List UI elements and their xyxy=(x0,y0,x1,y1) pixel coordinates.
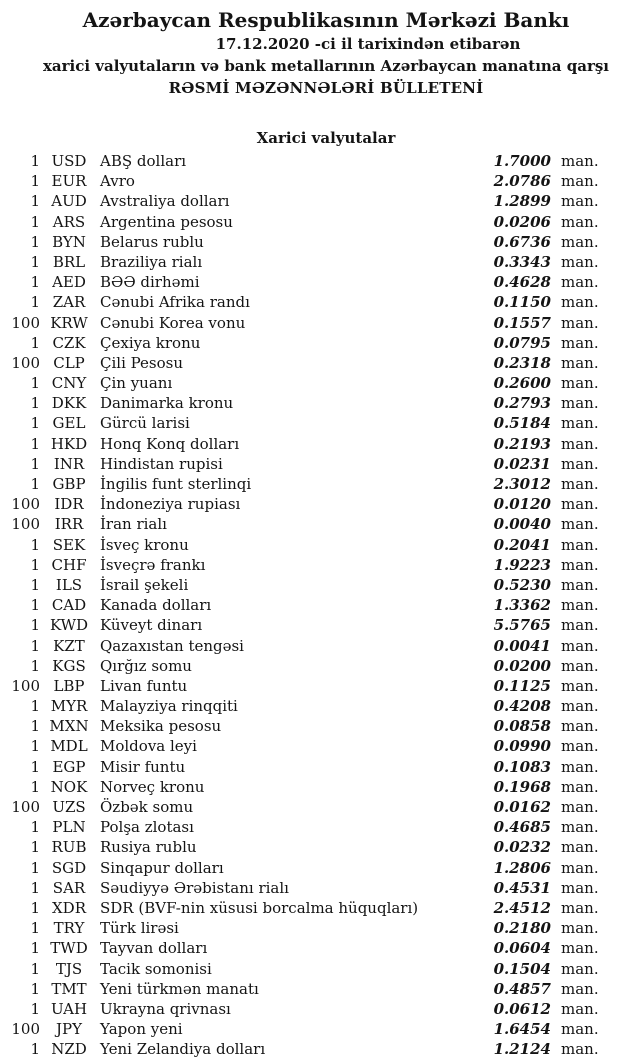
currency-name-cell: Küveyt dinarı xyxy=(100,616,203,635)
currency-name-cell: Avstraliya dolları xyxy=(100,192,230,211)
currency-rate-row xyxy=(0,656,620,676)
currency-name-cell: Polşa zlotası xyxy=(100,818,194,837)
rate-value-cell: 0.5230 xyxy=(493,575,551,594)
quantity-cell: 1 xyxy=(30,575,40,594)
currency-rate-row xyxy=(0,636,620,656)
currency-rate-row xyxy=(0,898,620,918)
currency-name-cell: Çexiya kronu xyxy=(100,333,201,352)
unit-label-cell: man. xyxy=(561,394,599,413)
currency-code-cell: PLN xyxy=(52,818,86,837)
currency-code-cell: MXN xyxy=(49,717,89,736)
currency-code-cell: GEL xyxy=(52,414,86,433)
unit-label-cell: man. xyxy=(561,555,599,574)
currency-code-cell: XDR xyxy=(52,898,86,917)
rate-value-cell: 0.0612 xyxy=(493,999,551,1018)
currency-rate-row xyxy=(0,1039,620,1059)
currency-code-cell: IRR xyxy=(54,515,84,534)
unit-label-cell: man. xyxy=(561,939,599,958)
currency-rate-row xyxy=(0,555,620,575)
currency-rate-row xyxy=(0,252,620,272)
rate-value-cell: 0.0040 xyxy=(493,515,551,534)
unit-label-cell: man. xyxy=(561,777,599,796)
currency-code-cell: CNY xyxy=(51,374,87,393)
currency-code-cell: SAR xyxy=(52,878,86,897)
currency-code-cell: GBP xyxy=(52,475,86,493)
bank-name-title: Azərbaycan Respublikasının Mərkəzi Bankı xyxy=(82,8,570,32)
currency-rate-row xyxy=(0,696,620,716)
rate-value-cell: 1.9223 xyxy=(493,555,551,574)
currency-name-cell: İsveçrə frankı xyxy=(100,555,206,574)
quantity-cell: 1 xyxy=(30,878,40,897)
quantity-cell: 1 xyxy=(30,414,40,433)
rate-value-cell: 0.1504 xyxy=(493,959,551,978)
currency-code-cell: RUB xyxy=(51,838,87,857)
currency-rate-row xyxy=(0,575,620,595)
currency-code-cell: NZD xyxy=(51,1040,87,1059)
quantity-cell: 100 xyxy=(11,353,40,372)
currency-rate-row xyxy=(0,393,620,413)
unit-label-cell: man. xyxy=(561,999,599,1018)
unit-label-cell: man. xyxy=(561,313,599,332)
quantity-cell: 1 xyxy=(30,697,40,716)
currency-name-cell: Çin yuanı xyxy=(100,374,173,393)
unit-label-cell: man. xyxy=(561,596,599,615)
rate-value-cell: 0.2193 xyxy=(493,434,551,453)
currency-code-cell: KZT xyxy=(53,636,85,655)
unit-label-cell: man. xyxy=(561,798,599,816)
currency-name-cell: Səudiyyə Ərəbistanı rialı xyxy=(100,878,289,897)
currency-code-cell: USD xyxy=(51,152,87,170)
unit-label-cell: man. xyxy=(561,232,599,251)
unit-label-cell: man. xyxy=(561,616,599,635)
rate-value-cell: 1.3362 xyxy=(493,596,551,615)
rate-value-cell: 0.0206 xyxy=(493,212,551,231)
quantity-cell: 1 xyxy=(30,212,40,231)
quantity-cell: 1 xyxy=(30,737,40,756)
unit-label-cell: man. xyxy=(561,676,599,695)
currency-code-cell: MYR xyxy=(50,697,88,716)
quantity-cell: 1 xyxy=(30,959,40,978)
unit-label-cell: man. xyxy=(561,495,599,514)
quantity-cell: 1 xyxy=(30,152,40,170)
quantity-cell: 1 xyxy=(30,293,40,312)
bulletin-title: RƏSMİ MƏZƏNNƏLƏRİ BÜLLETENİ xyxy=(168,79,484,97)
currency-rate-row xyxy=(0,837,620,857)
currency-name-cell: Qırğız somu xyxy=(100,656,192,675)
rate-value-cell: 2.3012 xyxy=(493,475,551,493)
currency-code-cell: MDL xyxy=(50,737,88,756)
currency-rate-row xyxy=(0,858,620,878)
quantity-cell: 1 xyxy=(30,898,40,917)
quantity-cell: 100 xyxy=(11,798,40,816)
currency-name-cell: İsveç kronu xyxy=(100,535,189,554)
unit-label-cell: man. xyxy=(561,212,599,231)
currency-code-cell: NOK xyxy=(50,777,88,796)
unit-label-cell: man. xyxy=(561,414,599,433)
currency-rate-row xyxy=(0,514,620,534)
rate-value-cell: 1.2806 xyxy=(493,858,551,877)
rate-value-cell: 0.3343 xyxy=(493,252,551,271)
currency-code-cell: IDR xyxy=(54,495,84,514)
unit-label-cell: man. xyxy=(561,838,599,857)
quantity-cell: 1 xyxy=(30,818,40,837)
currency-code-cell: KRW xyxy=(50,313,88,332)
currency-rate-row xyxy=(0,999,620,1019)
quantity-cell: 100 xyxy=(11,1020,40,1039)
currency-name-cell: BƏƏ dirhəmi xyxy=(100,273,200,292)
unit-label-cell: man. xyxy=(561,475,599,493)
currency-code-cell: UZS xyxy=(52,798,86,816)
currency-name-cell: Misir funtu xyxy=(100,757,186,776)
currency-code-cell: SGD xyxy=(51,858,87,877)
unit-label-cell: man. xyxy=(561,898,599,917)
unit-label-cell: man. xyxy=(561,656,599,675)
rate-value-cell: 0.1150 xyxy=(493,293,551,312)
unit-label-cell: man. xyxy=(561,919,599,938)
rate-value-cell: 0.0858 xyxy=(493,717,551,736)
rate-value-cell: 0.2318 xyxy=(493,353,551,372)
currency-name-cell: Braziliya rialı xyxy=(100,252,203,271)
currency-name-cell: Rusiya rublu xyxy=(100,838,197,857)
bulletin-page xyxy=(0,7,620,1062)
currency-code-cell: UAH xyxy=(50,999,88,1018)
quantity-cell: 1 xyxy=(30,192,40,211)
unit-label-cell: man. xyxy=(561,717,599,736)
quantity-cell: 1 xyxy=(30,858,40,877)
quantity-cell: 1 xyxy=(30,939,40,958)
currency-rate-row xyxy=(0,1019,620,1039)
currency-rate-row xyxy=(0,777,620,797)
currency-rate-row xyxy=(0,353,620,373)
rate-value-cell: 1.7000 xyxy=(493,152,551,170)
rate-value-cell: 0.6736 xyxy=(493,232,551,251)
currency-name-cell: Livan funtu xyxy=(100,676,188,695)
currency-code-cell: ILS xyxy=(55,575,83,594)
currency-code-cell: CAD xyxy=(51,596,87,615)
currency-rate-row xyxy=(0,434,620,454)
currency-code-cell: TRY xyxy=(53,919,85,938)
currency-name-cell: Tacik somonisi xyxy=(100,959,212,978)
currency-rate-row xyxy=(0,333,620,353)
currency-code-cell: CLP xyxy=(53,353,85,372)
currency-code-cell: KWD xyxy=(49,616,89,635)
rate-value-cell: 0.0990 xyxy=(493,737,551,756)
currency-name-cell: SDR (BVF-nin xüsusi borcalma hüquqları) xyxy=(100,898,419,917)
unit-label-cell: man. xyxy=(561,535,599,554)
quantity-cell: 1 xyxy=(30,475,40,493)
quantity-cell: 1 xyxy=(30,172,40,191)
rate-value-cell: 0.4685 xyxy=(493,818,551,837)
quantity-cell: 1 xyxy=(30,999,40,1018)
currency-name-cell: Yeni Zelandiya dolları xyxy=(100,1040,266,1059)
quantity-cell: 1 xyxy=(30,454,40,473)
section-title-foreign-currencies: Xarici valyutalar xyxy=(256,129,396,147)
currency-name-cell: Türk lirəsi xyxy=(100,919,179,938)
unit-label-cell: man. xyxy=(561,1040,599,1059)
unit-label-cell: man. xyxy=(561,192,599,211)
currency-code-cell: BRL xyxy=(52,252,86,271)
currency-rate-row xyxy=(0,535,620,555)
currency-name-cell: Özbək somu xyxy=(100,798,194,816)
currency-rate-row xyxy=(0,716,620,736)
rate-value-cell: 0.0120 xyxy=(493,495,551,514)
quantity-cell: 1 xyxy=(30,1040,40,1059)
currency-rate-row xyxy=(0,736,620,756)
quantity-cell: 1 xyxy=(30,919,40,938)
quantity-cell: 1 xyxy=(30,333,40,352)
rate-value-cell: 0.0041 xyxy=(493,636,551,655)
currency-name-cell: Argentina pesosu xyxy=(100,212,233,231)
unit-label-cell: man. xyxy=(561,1020,599,1039)
currency-rate-row xyxy=(0,171,620,191)
rate-value-cell: 1.2899 xyxy=(493,192,551,211)
currency-rate-row xyxy=(0,272,620,292)
unit-label-cell: man. xyxy=(561,152,599,170)
currency-code-cell: CHF xyxy=(51,555,87,574)
rate-value-cell: 2.4512 xyxy=(493,898,551,917)
subtitle-line: xarici valyutaların və bank metallarının Azərbaycan manatına qarşı xyxy=(42,57,610,75)
quantity-cell: 1 xyxy=(30,555,40,574)
quantity-cell: 1 xyxy=(30,656,40,675)
rate-value-cell: 0.1083 xyxy=(493,757,551,776)
currency-rate-row xyxy=(0,413,620,433)
unit-label-cell: man. xyxy=(561,353,599,372)
rate-value-cell: 1.2124 xyxy=(493,1040,551,1059)
currency-code-cell: ARS xyxy=(52,212,86,231)
quantity-cell: 1 xyxy=(30,636,40,655)
unit-label-cell: man. xyxy=(561,252,599,271)
unit-label-cell: man. xyxy=(561,575,599,594)
quantity-cell: 1 xyxy=(30,979,40,998)
currency-rate-row xyxy=(0,878,620,898)
quantity-cell: 100 xyxy=(11,313,40,332)
rate-value-cell: 5.5765 xyxy=(493,616,551,635)
exchange-rates-table xyxy=(0,151,620,1059)
unit-label-cell: man. xyxy=(561,818,599,837)
unit-label-cell: man. xyxy=(561,979,599,998)
quantity-cell: 1 xyxy=(30,777,40,796)
currency-code-cell: DKK xyxy=(51,394,87,413)
unit-label-cell: man. xyxy=(561,333,599,352)
rate-value-cell: 0.0232 xyxy=(493,838,551,857)
currency-code-cell: ZAR xyxy=(52,293,86,312)
quantity-cell: 100 xyxy=(11,515,40,534)
currency-rate-row xyxy=(0,454,620,474)
currency-name-cell: Malayziya rinqqiti xyxy=(100,697,238,716)
currency-name-cell: İran rialı xyxy=(100,515,167,534)
rate-value-cell: 0.0200 xyxy=(493,656,551,675)
currency-name-cell: Cənubi Korea vonu xyxy=(100,313,246,332)
unit-label-cell: man. xyxy=(561,737,599,756)
currency-name-cell: Avro xyxy=(100,172,135,191)
currency-name-cell: Hindistan rupisi xyxy=(100,454,223,473)
currency-code-cell: AED xyxy=(52,273,86,292)
currency-name-cell: Gürcü larisi xyxy=(100,414,190,433)
currency-name-cell: Danimarka kronu xyxy=(100,394,234,413)
currency-name-cell: Honq Konq dolları xyxy=(100,434,240,453)
rate-value-cell: 0.2041 xyxy=(493,535,551,554)
currency-rate-row xyxy=(0,373,620,393)
unit-label-cell: man. xyxy=(561,959,599,978)
unit-label-cell: man. xyxy=(561,273,599,292)
currency-name-cell: Cənubi Afrika randı xyxy=(100,293,250,312)
currency-name-cell: Kanada dolları xyxy=(100,596,212,615)
currency-code-cell: TJS xyxy=(55,959,83,978)
unit-label-cell: man. xyxy=(561,757,599,776)
unit-label-cell: man. xyxy=(561,878,599,897)
currency-name-cell: Belarus rublu xyxy=(100,232,204,251)
currency-name-cell: Ukrayna qrivnası xyxy=(100,999,231,1018)
quantity-cell: 1 xyxy=(30,616,40,635)
quantity-cell: 1 xyxy=(30,535,40,554)
unit-label-cell: man. xyxy=(561,293,599,312)
rate-value-cell: 0.4628 xyxy=(493,273,551,292)
rate-value-cell: 0.2180 xyxy=(493,919,551,938)
currency-rate-row xyxy=(0,979,620,999)
currency-name-cell: İngilis funt sterlinqi xyxy=(100,475,252,493)
quantity-cell: 1 xyxy=(30,232,40,251)
quantity-cell: 1 xyxy=(30,434,40,453)
rate-value-cell: 0.0795 xyxy=(493,333,551,352)
currency-rate-row xyxy=(0,797,620,817)
currency-code-cell: TMT xyxy=(51,979,87,998)
quantity-cell: 1 xyxy=(30,273,40,292)
currency-code-cell: BYN xyxy=(52,232,86,251)
rate-value-cell: 0.4208 xyxy=(493,697,551,716)
rate-value-cell: 0.5184 xyxy=(493,414,551,433)
currency-rate-row xyxy=(0,232,620,252)
currency-rate-row xyxy=(0,494,620,514)
rate-value-cell: 0.2600 xyxy=(493,374,551,393)
quantity-cell: 1 xyxy=(30,374,40,393)
currency-rate-row xyxy=(0,212,620,232)
quantity-cell: 100 xyxy=(11,495,40,514)
currency-code-cell: SEK xyxy=(52,535,86,554)
currency-name-cell: Çili Pesosu xyxy=(100,353,184,372)
currency-code-cell: AUD xyxy=(51,192,87,211)
quantity-cell: 1 xyxy=(30,394,40,413)
rate-value-cell: 0.1125 xyxy=(493,676,551,695)
rate-value-cell: 0.1557 xyxy=(493,313,551,332)
currency-rate-row xyxy=(0,151,620,171)
currency-code-cell: EGP xyxy=(52,757,86,776)
currency-name-cell: Norveç kronu xyxy=(100,777,205,796)
rate-value-cell: 0.4857 xyxy=(493,979,551,998)
currency-rate-row xyxy=(0,313,620,333)
quantity-cell: 1 xyxy=(30,596,40,615)
rate-value-cell: 1.6454 xyxy=(493,1020,551,1039)
currency-rate-row xyxy=(0,615,620,635)
rate-value-cell: 0.4531 xyxy=(493,878,551,897)
currency-code-cell: KGS xyxy=(52,656,86,675)
unit-label-cell: man. xyxy=(561,374,599,393)
currency-rate-row xyxy=(0,918,620,938)
quantity-cell: 1 xyxy=(30,838,40,857)
rate-value-cell: 0.2793 xyxy=(493,394,551,413)
currency-rate-row xyxy=(0,474,620,494)
currency-code-cell: LBP xyxy=(53,676,85,695)
currency-name-cell: Qazaxıstan tengəsi xyxy=(100,636,244,655)
quantity-cell: 1 xyxy=(30,757,40,776)
currency-name-cell: Moldova leyi xyxy=(100,737,197,756)
currency-name-cell: Yapon yeni xyxy=(100,1020,183,1039)
currency-rate-row xyxy=(0,191,620,211)
currency-rate-row xyxy=(0,817,620,837)
currency-code-cell: HKD xyxy=(50,434,88,453)
currency-code-cell: JPY xyxy=(55,1020,82,1039)
unit-label-cell: man. xyxy=(561,515,599,534)
effective-date-line: 17.12.2020 -ci il tarixindən etibarən xyxy=(215,35,521,53)
currency-name-cell: ABŞ dolları xyxy=(100,152,187,170)
currency-rate-row xyxy=(0,757,620,777)
quantity-cell: 1 xyxy=(30,717,40,736)
currency-rate-row xyxy=(0,595,620,615)
currency-name-cell: Sinqapur dolları xyxy=(100,858,224,877)
currency-code-cell: INR xyxy=(53,454,85,473)
unit-label-cell: man. xyxy=(561,858,599,877)
currency-rate-row xyxy=(0,676,620,696)
unit-label-cell: man. xyxy=(561,172,599,191)
unit-label-cell: man. xyxy=(561,636,599,655)
rate-value-cell: 0.0162 xyxy=(493,798,551,816)
unit-label-cell: man. xyxy=(561,697,599,716)
quantity-cell: 1 xyxy=(30,252,40,271)
unit-label-cell: man. xyxy=(561,434,599,453)
rate-value-cell: 0.1968 xyxy=(493,777,551,796)
currency-name-cell: Yeni türkmən manatı xyxy=(100,979,259,998)
currency-rate-row xyxy=(0,959,620,979)
rate-value-cell: 0.0604 xyxy=(493,939,551,958)
currency-rate-row xyxy=(0,292,620,312)
rate-value-cell: 0.0231 xyxy=(493,454,551,473)
quantity-cell: 100 xyxy=(11,676,40,695)
rate-value-cell: 2.0786 xyxy=(493,172,551,191)
currency-code-cell: CZK xyxy=(52,333,86,352)
currency-rate-row xyxy=(0,938,620,958)
unit-label-cell: man. xyxy=(561,454,599,473)
currency-name-cell: Tayvan dolları xyxy=(100,939,208,958)
currency-name-cell: İsrail şekeli xyxy=(100,575,189,594)
currency-name-cell: Meksika pesosu xyxy=(100,717,222,736)
bulletin-header xyxy=(0,7,620,99)
currency-code-cell: TWD xyxy=(50,939,88,958)
currency-code-cell: EUR xyxy=(51,172,87,191)
currency-name-cell: İndoneziya rupiası xyxy=(100,495,241,514)
